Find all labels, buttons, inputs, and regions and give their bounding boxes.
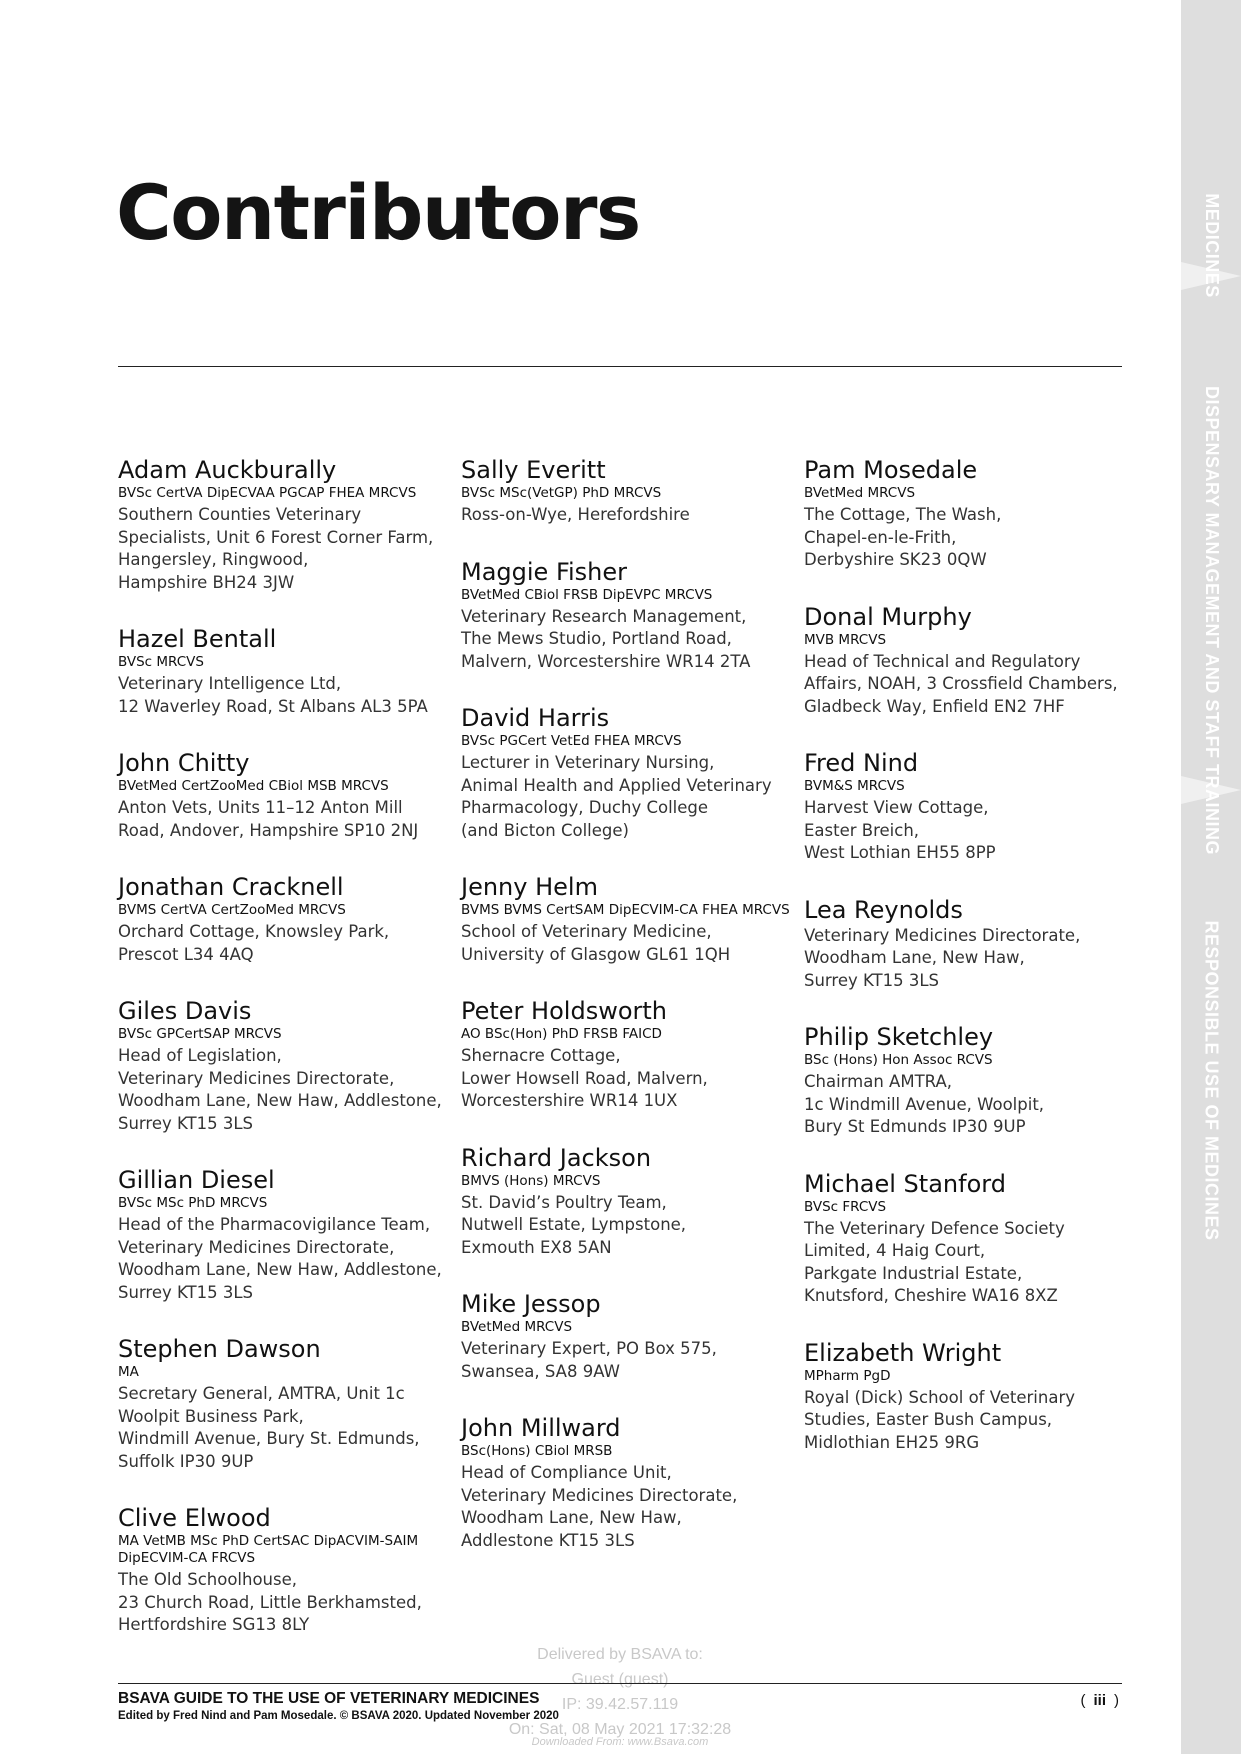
contributor-entry [118, 1165, 448, 1304]
contributor-qualifications: BSc (Hons) Hon Assoc RCVS [804, 1052, 993, 1068]
contributor-address: Secretary General, AMTRA, Unit 1c Woolpit Business Park, Windmill Avenue, Bury St. Edmunds, Suffolk IP30 9UP [118, 1384, 420, 1471]
contributor-name: Sally Everitt [461, 456, 606, 484]
contributor-entry [118, 1334, 448, 1473]
contributor-entry [461, 557, 791, 674]
contributor-qualifications: BVMS BVMS CertSAM DipECVIM-CA FHEA MRCVS [461, 902, 790, 918]
contributor-name: David Harris [461, 704, 610, 732]
sidebar-tab-label: RESPONSIBLE USE OF MEDICINES [1201, 919, 1222, 1241]
contributor-qualifications: BSc(Hons) CBiol MRSB [461, 1443, 613, 1459]
contributor-entry [461, 1143, 791, 1260]
contributor-name: Jenny Helm [461, 873, 598, 901]
contributor-address: Shernacre Cottage, Lower Howsell Road, Malvern, Worcestershire WR14 1UX [461, 1046, 708, 1110]
contributor-entry [118, 455, 448, 594]
page-number [1080, 1692, 1119, 1709]
contributor-name: Philip Sketchley [804, 1023, 994, 1051]
contributor-address: The Veterinary Defence Society Limited, 4 Haig Court, Parkgate Industrial Estate, Knutsford, Cheshire WA16 8XZ [804, 1218, 1065, 1305]
contributors-column-3 [804, 455, 1124, 1484]
contributor-entry [804, 748, 1124, 865]
contributor-qualifications: BVetMed CBiol FRSB DipEVPC MRCVS [461, 586, 713, 603]
watermark-line: On: Sat, 08 May 2021 17:32:28 [508, 1721, 732, 1738]
contributor-address: Head of Legislation, Veterinary Medicines Directorate, Woodham Lane, New Haw, Addlestone, Surrey KT15 3LS [118, 1046, 442, 1133]
contributor-address: St. David’s Poultry Team, Nutwell Estate, Lympstone, Exmouth EX8 5AN [461, 1192, 687, 1257]
contributor-qualifications: MA VetMB MSc PhD CertSAC DipACVIM-SAIM DipECVIM-CA FRCVS [118, 1533, 419, 1566]
contributors-column-1 [118, 455, 448, 1667]
page-title: Contributors [116, 168, 640, 257]
contributor-qualifications: BMVS (Hons) MRCVS [461, 1172, 601, 1189]
contributor-name: Hazel Bentall [118, 625, 277, 653]
contributor-entry [804, 455, 1124, 572]
contributor-qualifications: BVSc FRCVS [804, 1198, 887, 1215]
contributor-name: Lea Reynolds [804, 895, 963, 924]
section-sidebar [1181, 0, 1241, 1754]
contributor-address: The Cottage, The Wash, Chapel-en-le-Frith, Derbyshire SK23 0QW [804, 505, 1002, 569]
contributor-address: Veterinary Expert, PO Box 575, Swansea, SA8 9AW [461, 1339, 717, 1381]
contributor-address: School of Veterinary Medicine, University of Glasgow GL61 1QH [461, 922, 731, 964]
contributor-entry [461, 1289, 791, 1383]
contributor-address: Head of Technical and Regulatory Affairs, NOAH, 3 Crossfield Chambers, Gladbeck Way, Enfield EN2 7HF [804, 651, 1118, 716]
watermark-line: IP: 39.42.57.119 [561, 1696, 679, 1713]
page-number-value: iii [1093, 1692, 1106, 1709]
contributor-name: Jonathan Cracknell [118, 873, 344, 901]
footer-book-title: BSAVA GUIDE TO THE USE OF VETERINARY MEDICINES [118, 1690, 540, 1707]
contributor-name: John Chitty [118, 749, 250, 777]
contributor-entry [804, 1338, 1124, 1455]
contributor-address: Head of the Pharmacovigilance Team, Veterinary Medicines Directorate, Woodham Lane, New Haw, Addlestone, Surrey KT15 3LS [118, 1215, 442, 1302]
contributor-qualifications: BVSc MSc(VetGP) PhD MRCVS [461, 485, 662, 501]
contributor-name: Pam Mosedale [804, 456, 978, 484]
contributor-qualifications: MA [118, 1364, 139, 1380]
footer-credits: Edited by Fred Nind and Pam Mosedale. © BSAVA 2020. Updated November 2020 [118, 1710, 559, 1722]
contributors-column-2 [461, 455, 791, 1582]
contributor-name: Fred Nind [804, 749, 919, 777]
contributor-address: Orchard Cottage, Knowsley Park, Prescot L34 4AQ [118, 922, 390, 964]
contributor-qualifications: BVSc GPCertSAP MRCVS [118, 1026, 282, 1042]
bracket-right-icon: ) [1114, 1692, 1119, 1709]
contributor-qualifications: BVSc MSc PhD MRCVS [118, 1195, 268, 1211]
sidebar-tab-medicines[interactable] [1181, 150, 1241, 340]
contributor-entry [461, 455, 791, 527]
contributor-name: Maggie Fisher [461, 557, 628, 586]
contributor-address: Veterinary Intelligence Ltd, 12 Waverley Road, St Albans AL3 5PA [118, 674, 428, 716]
contributor-qualifications: BVSc MRCVS [118, 654, 204, 670]
contributor-address: Harvest View Cottage, Easter Breich, West Lothian EH55 8PP [804, 798, 996, 862]
contributor-address: The Old Schoolhouse, 23 Church Road, Little Berkhamsted, Hertfordshire SG13 8LY [118, 1570, 422, 1634]
sidebar-tab-responsible-use[interactable] [1181, 919, 1241, 1241]
watermark-line: Delivered by BSAVA to: [537, 1646, 703, 1663]
contributor-entry [461, 872, 791, 966]
sidebar-tab-dispensary-management[interactable] [1181, 380, 1241, 860]
contributor-name: Donal Murphy [804, 602, 972, 631]
contributor-qualifications: BVMS CertVA CertZooMed MRCVS [118, 902, 346, 918]
contributor-entry [118, 624, 448, 718]
contributor-qualifications: BVetMed MRCVS [804, 485, 916, 501]
contributor-entry [804, 895, 1124, 993]
contributor-address: Ross-on-Wye, Herefordshire [461, 505, 690, 524]
contributor-name: Michael Stanford [804, 1169, 1006, 1198]
footer-divider [118, 1683, 1122, 1684]
contributor-entry [118, 872, 448, 966]
contributor-address: Veterinary Medicines Directorate, Woodham Lane, New Haw, Surrey KT15 3LS [804, 925, 1081, 990]
contributor-address: Anton Vets, Units 11–12 Anton Mill Road, Andover, Hampshire SP10 2NJ [118, 798, 419, 840]
contributor-entry [461, 1413, 791, 1552]
contributor-qualifications: BVSc PGCert VetEd FHEA MRCVS [461, 733, 682, 749]
contributor-name: Giles Davis [118, 997, 252, 1025]
contributor-address: Chairman AMTRA, 1c Windmill Avenue, Woolpit, Bury St Edmunds IP30 9UP [804, 1072, 1045, 1136]
contributor-qualifications: MVB MRCVS [804, 631, 887, 648]
contributor-address: Veterinary Research Management, The Mews Studio, Portland Road, Malvern, Worcestershire WR14 2TA [461, 606, 751, 671]
contributor-qualifications: BVM&S MRCVS [804, 778, 905, 794]
contributor-name: Stephen Dawson [118, 1335, 321, 1363]
contributor-qualifications: BVetMed CertZooMed CBiol MSB MRCVS [118, 778, 389, 794]
sidebar-tab-label: MEDICINES [1201, 192, 1222, 298]
title-divider [118, 366, 1122, 367]
contributor-name: Peter Holdsworth [461, 997, 667, 1025]
contributor-address: Lecturer in Veterinary Nursing, Animal Health and Applied Veterinary Pharmacology, Duchy College (and Bicton College) [461, 753, 772, 840]
bracket-left-icon: ( [1080, 1692, 1086, 1709]
contributor-name: Mike Jessop [461, 1290, 601, 1318]
contributor-name: Richard Jackson [461, 1143, 652, 1172]
contributor-entry [804, 602, 1124, 719]
contributor-qualifications: MPharm PgD [804, 1367, 891, 1384]
contributor-name: Adam Auckburally [118, 456, 337, 484]
contributor-address: Head of Compliance Unit, Veterinary Medicines Directorate, Woodham Lane, New Haw, Addlestone KT15 3LS [461, 1463, 738, 1550]
watermark-line: Downloaded From: www.Bsava.com [531, 1736, 709, 1748]
contributor-name: Elizabeth Wright [804, 1338, 1002, 1367]
contributor-address: Southern Counties Veterinary Specialists, Unit 6 Forest Corner Farm, Hangersley, Ringwood, Hampshire BH24 3JW [118, 505, 434, 592]
contributor-entry [804, 1169, 1124, 1308]
contributor-entry [461, 996, 791, 1113]
contributor-qualifications: AO BSc(Hon) PhD FRSB FAICD [461, 1026, 662, 1042]
contributor-entry [118, 1503, 448, 1637]
sidebar-tab-label: DISPENSARY MANAGEMENT AND STAFF TRAINING [1201, 385, 1222, 855]
contributor-qualifications: BVetMed MRCVS [461, 1319, 573, 1335]
watermark-line: Guest (guest) [571, 1671, 669, 1688]
contributor-name: Clive Elwood [118, 1504, 271, 1532]
contributor-entry [804, 1022, 1124, 1139]
contributor-name: Gillian Diesel [118, 1166, 275, 1194]
contributor-entry [118, 996, 448, 1135]
contributor-entry [461, 703, 791, 842]
contributor-name: John Millward [461, 1414, 621, 1442]
contributor-qualifications: BVSc CertVA DipECVAA PGCAP FHEA MRCVS [118, 485, 417, 501]
contributor-entry [118, 748, 448, 842]
contributor-address: Royal (Dick) School of Veterinary Studies, Easter Bush Campus, Midlothian EH25 9RG [804, 1387, 1075, 1452]
